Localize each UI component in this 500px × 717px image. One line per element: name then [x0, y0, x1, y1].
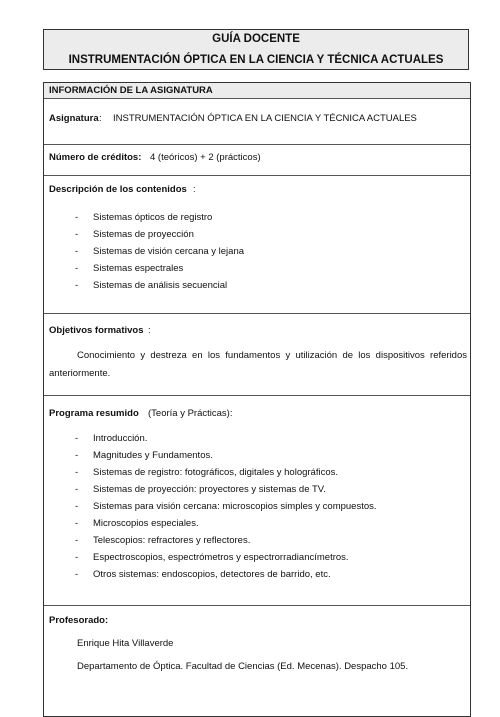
section-heading: [44, 83, 470, 99]
objectives-label: Objetivos formativos: [49, 325, 144, 336]
list-item: Sistemas de registro: fotográficos, digitales y holográficos.: [93, 467, 339, 478]
subject-row: [44, 99, 470, 145]
bullet-marker: -: [75, 280, 79, 291]
course-info-table: [43, 82, 471, 717]
list-item: Microscopios especiales.: [93, 518, 199, 529]
document-title: GUÍA DOCENTE: [212, 33, 300, 45]
list-item: Sistemas de proyección: [93, 229, 194, 240]
subject-colon: :: [99, 113, 102, 124]
list-item: Magnitudes y Fundamentos.: [93, 450, 213, 461]
list-item: Introducción.: [93, 433, 148, 444]
bullet-marker: -: [75, 501, 79, 512]
bullet-marker: -: [75, 484, 79, 495]
objectives-row: [44, 314, 470, 396]
list-item: Sistemas de proyección: proyectores y sistemas de TV.: [93, 484, 326, 495]
professor-row: [44, 606, 470, 716]
list-item: Sistemas para visión cercana: microscopios simples y compuestos.: [93, 501, 377, 512]
list-item: Telescopios: refractores y reflectores.: [93, 535, 251, 546]
credits-row: [44, 145, 470, 176]
professor-department: Departamento de Óptica. Facultad de Ciencias (Ed. Mecenas). Despacho 105.: [77, 661, 409, 672]
subject-label: Asignatura: [49, 113, 99, 124]
credits-label: Número de créditos:: [49, 152, 142, 163]
bullet-marker: -: [75, 569, 79, 580]
professor-name: Enrique Hita Villaverde: [77, 638, 174, 649]
list-item: Sistemas de visión cercana y lejana: [93, 246, 245, 257]
bullet-marker: -: [75, 450, 79, 461]
bullet-marker: -: [75, 433, 79, 444]
bullet-marker: -: [75, 212, 79, 223]
bullet-marker: -: [75, 535, 79, 546]
bullet-marker: -: [75, 467, 79, 478]
contents-row: [44, 176, 470, 314]
list-item: Sistemas espectrales: [93, 263, 184, 274]
program-note: (Teoría y Prácticas):: [148, 408, 233, 419]
objectives-text-line2: anteriormente.: [49, 368, 111, 379]
bullet-marker: -: [75, 552, 79, 563]
list-item: Otros sistemas: endoscopios, detectores de barrido, etc.: [93, 569, 331, 580]
contents-colon: :: [193, 184, 196, 195]
objectives-text-line1: Conocimiento y destreza en los fundamentos y utilización de los dispositivos referidos: [77, 350, 467, 361]
list-item: Espectroscopios, espectrómetros y espectrorradiancímetros.: [93, 552, 349, 563]
program-row: [44, 396, 470, 606]
bullet-marker: -: [75, 246, 79, 257]
bullet-marker: -: [75, 229, 79, 240]
document-header: [43, 29, 469, 70]
list-item: Sistemas ópticos de registro: [93, 212, 213, 223]
credits-value: 4 (teóricos) + 2 (prácticos): [150, 152, 261, 163]
contents-label: Descripción de los contenidos: [49, 184, 187, 195]
program-label: Programa resumido: [49, 408, 139, 419]
section-heading-text: INFORMACIÓN DE LA ASIGNATURA: [49, 85, 213, 96]
objectives-colon: :: [148, 325, 151, 336]
list-item: Sistemas de análisis secuencial: [93, 280, 228, 291]
course-title: INSTRUMENTACIÓN ÓPTICA EN LA CIENCIA Y TÉCNICA ACTUALES: [68, 54, 444, 66]
professor-label: Profesorado:: [49, 615, 109, 626]
bullet-marker: -: [75, 518, 79, 529]
bullet-marker: -: [75, 263, 79, 274]
subject-value: INSTRUMENTACIÓN ÓPTICA EN LA CIENCIA Y TÉCNICA ACTUALES: [113, 113, 417, 124]
